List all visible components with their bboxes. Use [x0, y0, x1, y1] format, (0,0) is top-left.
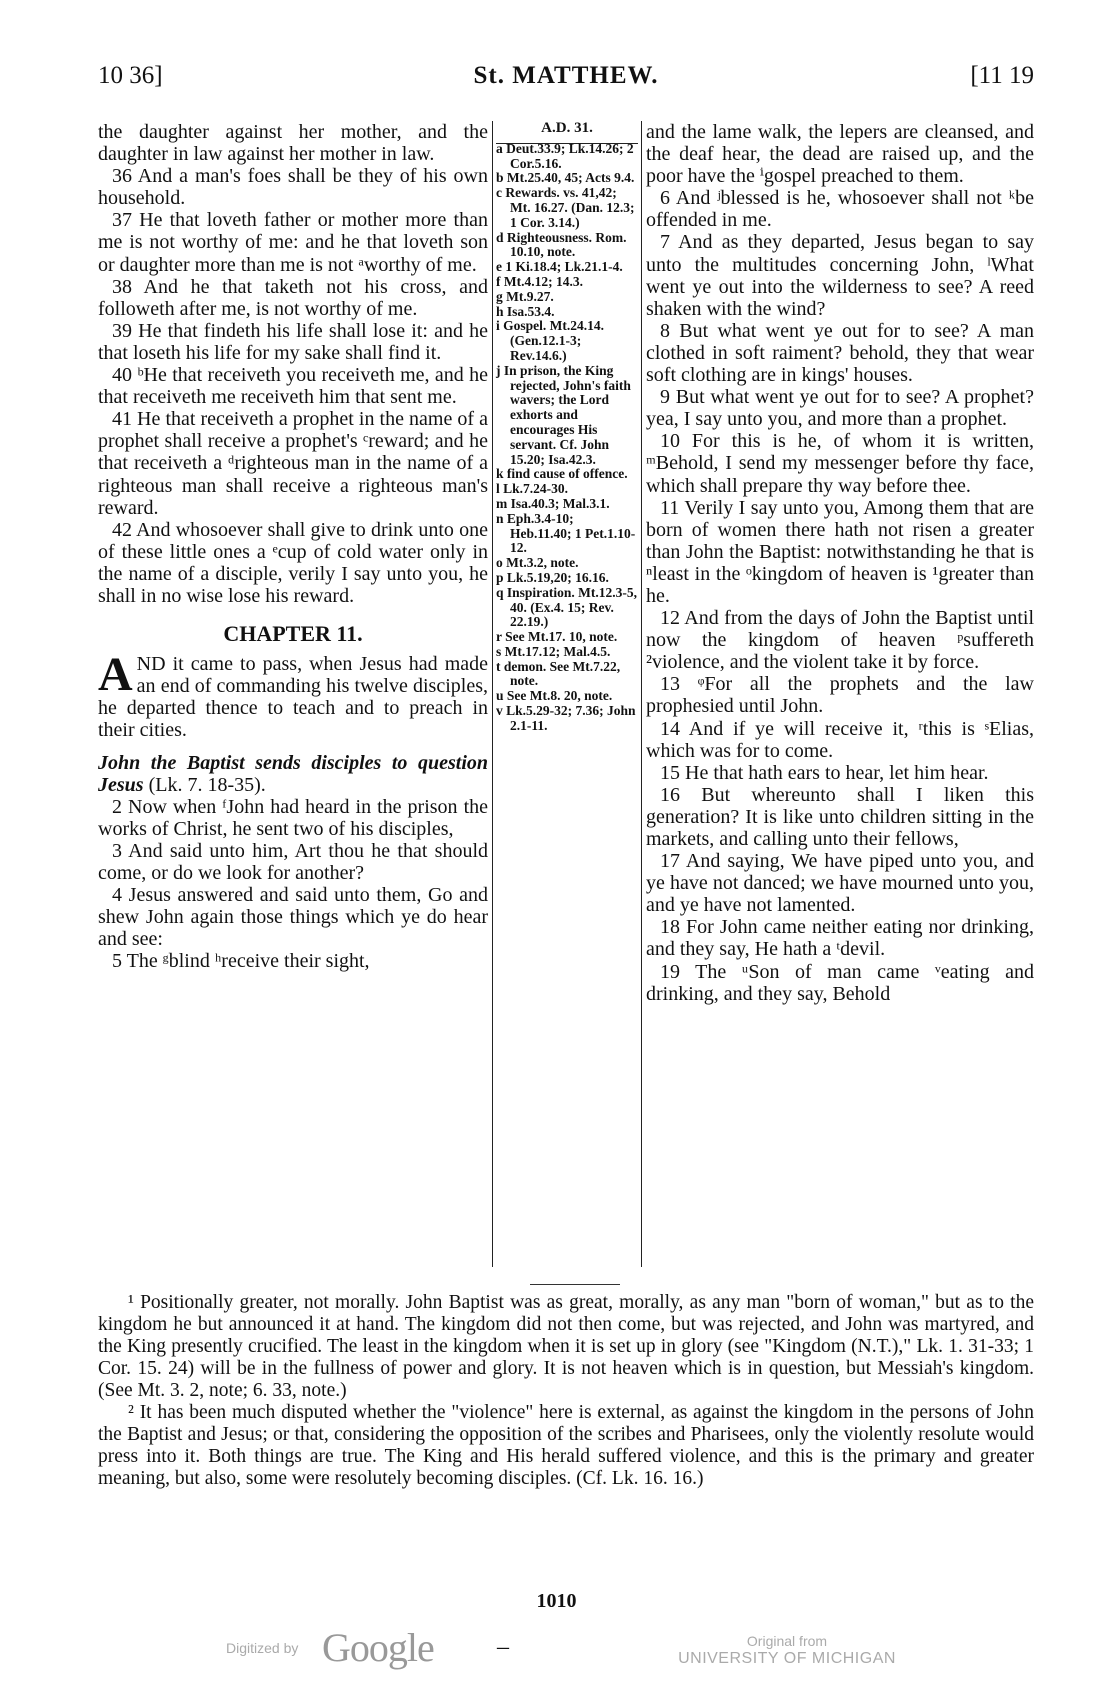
- verse-7: 7 And as they departed, Jesus began to say unto the multitudes concerning John, ˡWhat went ye out into the wilderness to see? A reed shaken with the wind?: [646, 231, 1034, 320]
- margin-note: t demon. See Mt.7.22, note.: [496, 658, 621, 689]
- margin-note: l Lk.7.24-30.: [496, 481, 569, 497]
- marginal-references: [496, 121, 638, 734]
- margin-note: m Isa.40.3; Mal.3.1.: [496, 495, 610, 511]
- verse-6: 6 And ʲblessed is he, whosoever shall not ᵏbe offended in me.: [646, 187, 1034, 232]
- running-header: [98, 62, 1034, 96]
- margin-note: p Lk.5.19,20; 16.16.: [496, 569, 609, 585]
- verse-37: 37 He that loveth father or mother more than me is not worthy of me: and he that loveth son or daughter more than me is not ᵃworthy of me.: [98, 209, 488, 276]
- margin-note: i Gospel. Mt.24.14. (Gen.12.1-3; Rev.14.6.): [496, 318, 604, 363]
- verse-10: 10 For this is he, of whom it is written, ᵐBehold, I send my messenger before thy face, which shall prepare thy way before thee.: [646, 430, 1034, 497]
- margin-note: u See Mt.8. 20, note.: [496, 688, 613, 704]
- page-number: 1010: [536, 1590, 577, 1612]
- verse-11: 11 Verily I say unto you, Among them that are born of women there hath not risen a greater than John the Baptist: notwithstanding he that is ⁿleast in the ᵒkingdom of heaven is ¹greater than he.: [646, 496, 1034, 607]
- verse-14: 14 And if ye will receive it, ʳthis is ˢElias, which was for to come.: [646, 717, 1034, 762]
- verse-42: 42 And whosoever shall give to drink unto one of these little ones a ᵉcup of cold water only in the name of a disciple, verily I say unto you, he shall in no wise lose his reward.: [98, 518, 488, 607]
- margin-note: j In prison, the King rejected, John's faith wavers; the Lord exhorts and encourages His servant. Cf. John 15.20; Isa.42.3.: [496, 362, 631, 467]
- margin-note: e 1 Ki.18.4; Lk.21.1-4.: [496, 259, 623, 275]
- verse-13: 13 ᵠFor all the prophets and the law prophesied until John.: [646, 673, 1034, 718]
- margin-note: f Mt.4.12; 14.3.: [496, 273, 583, 289]
- margin-note: a Deut.33.9; Lk.14.26; 2 Cor.5.16.: [496, 140, 634, 171]
- margin-note: n Eph.3.4-10; Heb.11.40; 1 Pet.1.10-12.: [496, 510, 636, 556]
- verse-40: 40 ᵇHe that receiveth you receiveth me, and he that receiveth me receiveth him that sent me.: [98, 364, 488, 409]
- margin-note: d Righteousness. Rom. 10.10, note.: [496, 229, 627, 260]
- header-right-ref: [11 19: [970, 62, 1034, 89]
- verse-1-text: ND it came to pass, when Jesus had made an end of commanding his twelve disciples, he departed thence to teach and to preach in their cities.: [98, 653, 488, 742]
- section-subheading: [98, 752, 488, 796]
- verse-5: 5 The ᵍblind ʰreceive their sight,: [112, 950, 370, 973]
- original-from-label: Original from: [746, 1633, 828, 1649]
- verse-8: 8 But what went ye out for to see? A man clothed in soft raiment? behold, they that wear soft clothing are in kings' houses.: [646, 319, 1034, 387]
- verse-continuation: the daughter against her mother, and the daughter in law against her mother in law.: [98, 121, 488, 166]
- verse-41: 41 He that receiveth a prophet in the name of a prophet shall receive a prophet's ᶜreward; and he that receiveth a ᵈrighteous man in the name of a righteous man shall receive a righteous man's reward.: [98, 408, 488, 519]
- chapter-heading: CHAPTER 11.: [223, 621, 363, 647]
- margin-note: r See Mt.17. 10, note.: [496, 629, 618, 645]
- verse-19: 19 The ᵘSon of man came ᵛeating and drinking, and they say, Behold: [646, 960, 1034, 1005]
- original-from-block: [672, 1632, 902, 1668]
- subheading-reference: (Lk. 7. 18-35).: [148, 773, 266, 796]
- verse-39: 39 He that findeth his life shall lose it: and he that loseth his life for my sake shall find it.: [98, 319, 488, 364]
- footnotes: [98, 1292, 1034, 1490]
- verse-17: 17 And saying, We have piped unto you, and ye have not danced; we have mourned unto you, and ye have not lamented.: [646, 850, 1034, 917]
- column-rule-right: [641, 121, 642, 1267]
- drop-cap: A: [98, 648, 133, 702]
- column-rule-left: [492, 121, 493, 1267]
- verse-18: 18 For John came neither eating nor drinking, and they say, He hath a ᵗdevil.: [646, 916, 1034, 961]
- header-left-ref: 10 36]: [98, 62, 163, 89]
- verse-3: 3 And said unto him, Art thou he that should come, or do we look for another?: [98, 839, 488, 884]
- footnote-1: ¹ Positionally greater, not morally. John Baptist was as great, morally, as any man "born of woman," but as to the kingdom he but announced it at hand. The kingdom did not then come, but was rejected, and John was martyred, and the King presently crucified. The least in the kingdom when it is set up in glory (see "Kingdom (N.T.)," Lk. 1. 31-33; 1 Cor. 15. 24) will be in the fullness of power and glory. It is not heaven which is in question, but Messiah's kingdom. (See Mt. 3. 2, note; 6. 33, note.): [98, 1292, 1034, 1401]
- margin-note: h Isa.53.4.: [496, 303, 555, 319]
- margin-note: g Mt.9.27.: [496, 288, 554, 304]
- margin-note: k find cause of offence.: [496, 466, 628, 482]
- digitized-by-label: Digitized by: [226, 1640, 299, 1656]
- verse-4: 4 Jesus answered and said unto them, Go and shew John again those things which ye do hear and see:: [98, 884, 488, 951]
- margin-note: b Mt.25.40, 45; Acts 9.4.: [496, 170, 635, 186]
- verse-5-continuation: and the lame walk, the lepers are cleansed, and the deaf hear, the dead are raised up, and the poor have the ⁱgospel preached to them.: [646, 121, 1034, 188]
- footnote-rule: [530, 1284, 620, 1285]
- footnote-2: ² It has been much disputed whether the "violence" here is external, as against the kingdom in the persons of John the Baptist and Jesus; or that, considering the opposition of the scribes and Pharisees, only the violently resolute would press into it. Both things are true. The King and His herald suffered violence, and this is the primary and greater meaning, but also, some were resolutely becoming disciples. (Cf. Lk. 16. 16.): [98, 1402, 1034, 1489]
- verse-2: 2 Now when ᶠJohn had heard in the prison the works of Christ, he sent two of his disciples,: [98, 795, 488, 840]
- institution-label: UNIVERSITY OF MICHIGAN: [678, 1650, 896, 1667]
- verse-16: 16 But whereunto shall I liken this generation? It is like unto children sitting in the markets, and calling unto their fellows,: [646, 783, 1034, 850]
- watermark-dash: –: [497, 1634, 509, 1660]
- verse-12: 12 And from the days of John the Baptist until now the kingdom of heaven ᵖsuffereth ²violence, and the violent take it by force.: [646, 607, 1034, 674]
- chapter-11-verse-1: [98, 648, 488, 742]
- margin-note: v Lk.5.29-32; 7.36; John 2.1-11.: [496, 703, 636, 733]
- date-label: A.D. 31.: [541, 120, 593, 136]
- margin-note: o Mt.3.2, note.: [496, 555, 579, 571]
- verse-9: 9 But what went ye out for to see? A prophet? yea, I say unto you, and more than a prophet.: [646, 386, 1034, 431]
- margin-note: s Mt.17.12; Mal.4.5.: [496, 643, 611, 659]
- verse-36: 36 And a man's foes shall be they of his own household.: [98, 165, 488, 210]
- subheading-text: John the Baptist sends disciples to question Jesus: [98, 751, 488, 796]
- left-text-column: [98, 121, 488, 972]
- verse-38: 38 And he that taketh not his cross, and followeth after me, is not worthy of me.: [98, 275, 488, 320]
- google-logo: Google: [322, 1625, 434, 1670]
- right-text-column: [646, 121, 1034, 1005]
- header-book-title: St. MATTHEW.: [473, 62, 659, 89]
- margin-note: q Inspiration. Mt.12.3-5, 40. (Ex.4. 15; Rev. 22.19.): [496, 584, 638, 630]
- verse-15: 15 He that hath ears to hear, let him hear.: [660, 761, 989, 784]
- margin-note: c Rewards. vs. 41,42; Mt. 16.27. (Dan. 12.3; 1 Cor. 3.14.): [496, 185, 635, 230]
